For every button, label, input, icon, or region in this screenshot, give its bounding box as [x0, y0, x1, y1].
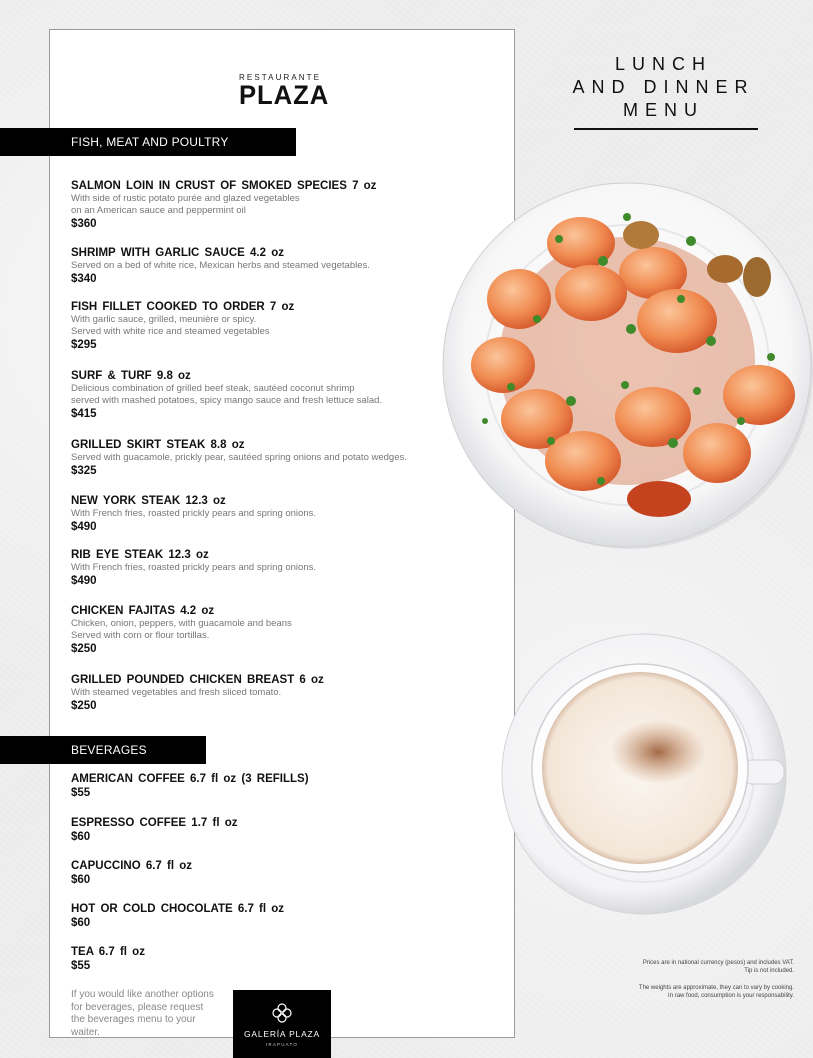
restaurant-logo [239, 73, 329, 108]
menu-item [71, 673, 471, 714]
menu-item [71, 179, 471, 232]
menu-item-description: With French fries, roasted prickly pears and spring onions. [71, 508, 316, 519]
beverage-item [71, 945, 471, 974]
menu-item-description: With French fries, roasted prickly pears and spring onions. [71, 562, 316, 573]
menu-item-description: Served with guacamole, prickly pear, sautéed spring onions and potato wedges. [71, 452, 407, 463]
menu-item [71, 438, 471, 479]
beverage-item [71, 816, 471, 845]
beverage-item [71, 859, 471, 888]
logo-subtitle: RESTAURANTE [239, 73, 322, 82]
galeria-city: IRAPUATO [265, 1042, 299, 1047]
menu-item-title: GRILLED POUNDED CHICKEN BREAST 6 oz [71, 674, 324, 686]
beverage-price: $60 [71, 874, 91, 886]
menu-item-price: $340 [71, 273, 97, 285]
menu-item-title: NEW YORK STEAK 12.3 oz [71, 495, 226, 507]
heading-divider [574, 128, 758, 130]
beverage-price: $55 [71, 787, 91, 799]
menu-item-price: $295 [71, 339, 97, 351]
menu-item [71, 548, 471, 589]
heading-line-3: MENU [623, 100, 704, 120]
section-header-fish-meat-poultry: FISH, MEAT AND POULTRY [0, 128, 296, 156]
galeria-plaza-logo [233, 990, 331, 1058]
menu-item [71, 300, 471, 353]
menu-item-price: $250 [71, 700, 97, 712]
shrimp-plate-image [441, 181, 813, 551]
beverage-price: $60 [71, 917, 91, 929]
menu-item-title: SHRIMP WITH GARLIC SAUCE 4.2 oz [71, 247, 284, 259]
beverage-title: AMERICAN COFFEE 6.7 fl oz (3 REFILLS) [71, 773, 309, 785]
menu-item-title: SURF & TURF 9.8 oz [71, 370, 191, 382]
cappuccino-cup-image [498, 632, 798, 922]
menu-item [71, 246, 471, 287]
beverage-price: $55 [71, 960, 91, 972]
weights-disclaimer: The weights are approximate, they can to vary by cooking. In raw food, consumption is your responsability. [638, 985, 794, 999]
menu-item-title: CHICKEN FAJITAS 4.2 oz [71, 605, 215, 617]
beverage-item [71, 902, 471, 931]
beverage-price: $60 [71, 831, 91, 843]
beverage-item [71, 772, 471, 801]
menu-item-price: $360 [71, 218, 97, 230]
menu-item-title: GRILLED SKIRT STEAK 8.8 oz [71, 439, 245, 451]
section-header-beverages: BEVERAGES [0, 736, 206, 764]
menu-heading [566, 53, 761, 122]
menu-item-title: SALMON LOIN IN CRUST OF SMOKED SPECIES 7 oz [71, 180, 377, 192]
heading-line-2: AND DINNER [572, 77, 755, 97]
beverage-title: HOT OR COLD CHOCOLATE 6.7 fl oz [71, 903, 285, 915]
menu-item-description: With steamed vegetables and fresh sliced tomato. [71, 687, 282, 698]
menu-item-description: With garlic sauce, grilled, meunière or spicy. Served with white rice and steamed vegetables [71, 314, 270, 337]
menu-item [71, 604, 471, 657]
menu-item-price: $250 [71, 643, 97, 655]
prices-disclaimer: Prices are in national currency (pesos) and includes VAT. Tip is not included. [642, 960, 794, 974]
menu-item-title: RIB EYE STEAK 12.3 oz [71, 549, 209, 561]
ornament-icon [271, 1002, 293, 1024]
menu-item-price: $325 [71, 465, 97, 477]
menu-item-description: Served on a bed of white rice, Mexican herbs and steamed vegetables. [71, 260, 370, 271]
menu-item-description: Chicken, onion, peppers, with guacamole and beans Served with corn or flour tortillas. [71, 618, 292, 641]
menu-item-price: $490 [71, 575, 97, 587]
beverage-title: TEA 6.7 fl oz [71, 946, 145, 958]
menu-item-description: With side of rustic potato purée and glazed vegetables on an American sauce and peppermint oil [71, 193, 300, 216]
menu-item-price: $490 [71, 521, 97, 533]
logo-title: PLAZA [239, 80, 330, 110]
heading-line-1: LUNCH [614, 54, 712, 74]
menu-item [71, 494, 471, 535]
galeria-name: GALERÍA PLAZA [243, 1029, 321, 1039]
menu-item-title: FISH FILLET COOKED TO ORDER 7 oz [71, 301, 295, 313]
menu-item-description: Delicious combination of grilled beef steak, sautéed coconut shrimp served with mashed potatoes, spicy mango sauce and fresh lettuce salad. [71, 383, 383, 406]
beverage-title: CAPUCCINO 6.7 fl oz [71, 860, 193, 872]
menu-item-price: $415 [71, 408, 97, 420]
beverage-title: ESPRESSO COFFEE 1.7 fl oz [71, 817, 238, 829]
beverages-menu-note: If you would like another options for beverages, please request the beverages menu to your waiter. [71, 989, 214, 1038]
menu-item [71, 369, 471, 422]
